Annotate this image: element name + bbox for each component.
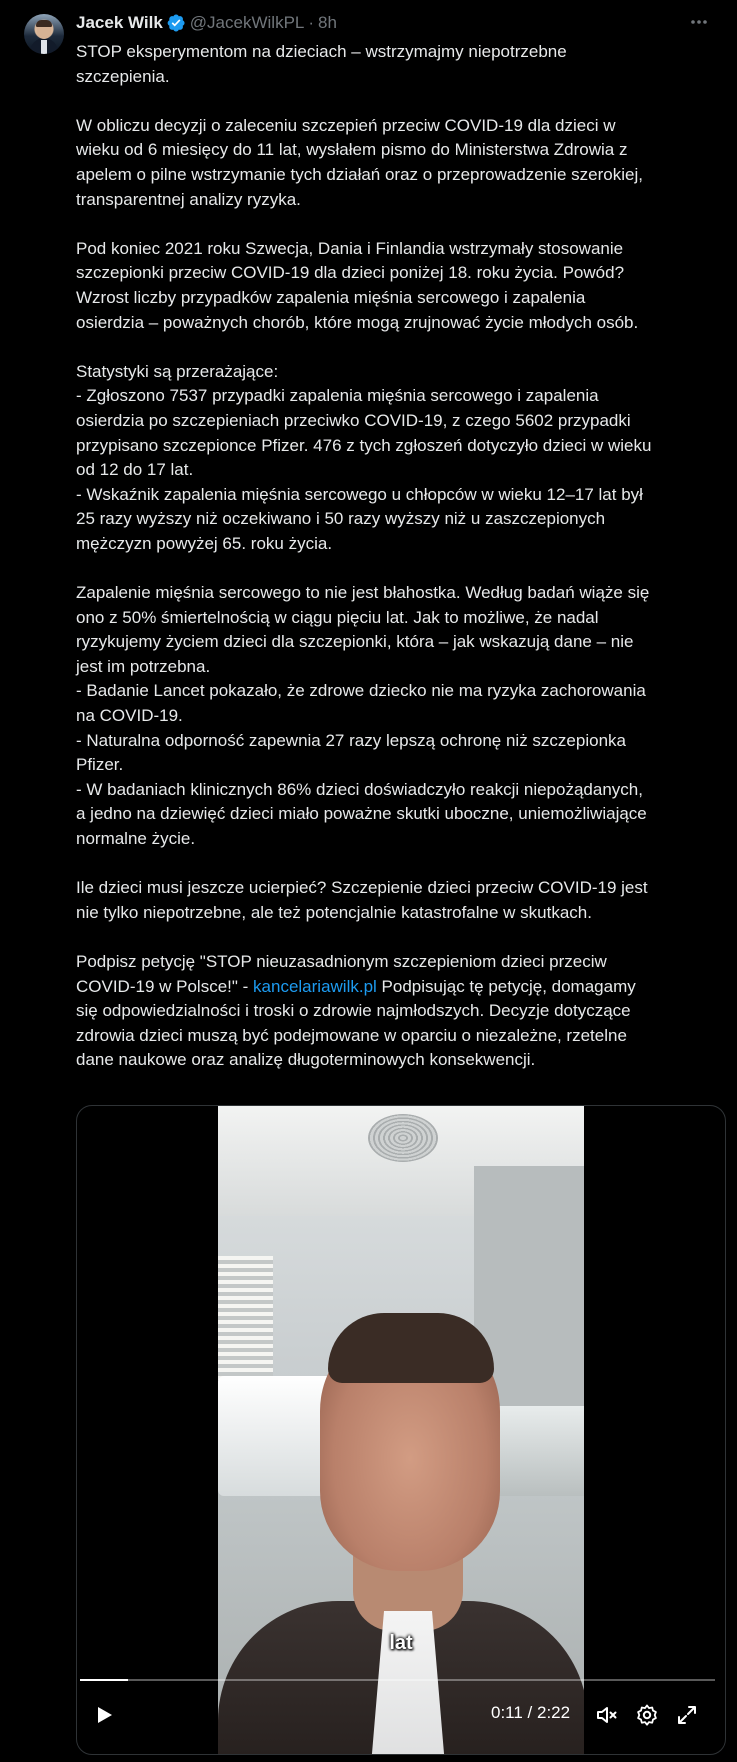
tweet-text-line: - Naturalna odporność zapewnia 27 razy lepszą ochronę niż szczepionka — [76, 730, 626, 750]
play-icon[interactable] — [93, 1704, 115, 1726]
petition-line-link: COVID-19 w Polsce!" - kancelariawilk.pl Podpisując tę petycję, domagamy — [76, 976, 636, 996]
mute-icon[interactable] — [595, 1703, 619, 1727]
video-subtitle: lat — [389, 1632, 413, 1654]
video-progress-bar[interactable] — [80, 1679, 715, 1681]
tweet-text-line: a jedno na dziewięć dzieci miało poważne skutki uboczne, uniemożliwiające — [76, 804, 647, 824]
tweet-text-line: ryzykujemy życiem dzieci dla szczepionki, która – jak wskazują dane – nie — [76, 632, 634, 652]
video-progress-fill — [80, 1679, 128, 1681]
tweet-text-line: - Wskaźnik zapalenia mięśnia sercowego u chłopców w wieku 12–17 lat był — [76, 484, 643, 504]
tweet-text-line: Pod koniec 2021 roku Szwecja, Dania i Finlandia wstrzymały stosowanie — [76, 238, 624, 258]
video-frame[interactable] — [218, 1106, 584, 1754]
tweet-text-line: od 12 do 17 lat. — [76, 460, 194, 480]
tweet-text-line: szczepionki przeciw COVID-19 dla dzieci poniżej 18. roku życia. Powód? — [76, 263, 625, 283]
tweet-text-line: Wzrost liczby przypadków zapalenia mięśnia sercowego i zapalenia — [76, 287, 586, 307]
tweet-text-line: Statystyki są przerażające: — [76, 361, 279, 381]
author-avatar[interactable] — [24, 14, 64, 54]
tweet-header — [76, 12, 337, 34]
petition-line: Podpisz petycję "STOP nieuzasadnionym szczepieniom dzieci przeciw — [76, 951, 607, 971]
tweet-text-line: - Zgłoszono 7537 przypadki zapalenia mięśnia sercowego i zapalenia — [76, 386, 599, 406]
current-time: 0:11 — [491, 1703, 523, 1722]
tweet-text-line: szczepienia. — [76, 66, 170, 86]
duration: 2:22 — [537, 1703, 571, 1722]
petition-line: dane naukowe oraz analizę długoterminowych konsekwencji. — [76, 1050, 536, 1070]
tweet-text-line: apelem o pilne wstrzymanie tych działań oraz o przeprowadzenie szerokiej, — [76, 164, 643, 184]
tweet-timestamp[interactable]: 8h — [318, 13, 337, 32]
video-timecode: 0:11 / 2:22 — [491, 1703, 571, 1722]
header-separator: · — [308, 13, 315, 32]
author-name[interactable]: Jacek Wilk — [76, 13, 163, 32]
tweet-text-line: - Badanie Lancet pokazało, że zdrowe dziecko nie ma ryzyka zachorowania — [76, 681, 646, 701]
speaker-figure — [238, 1301, 571, 1754]
tweet-text-line: 25 razy wyższy niż oczekiwano i 50 razy wyższy niż u zaszczepionych — [76, 509, 606, 529]
tweet-text-line: wieku od 6 miesięcy do 11 lat, wysłałem pismo do Ministerstwa Zdrowia z — [76, 140, 628, 160]
verified-badge-icon — [166, 13, 186, 33]
tweet-text-line: normalne życie. — [76, 829, 196, 848]
tweet-text-line: Zapalenie mięśnia sercowego to nie jest błahostka. Według badań wiąże się — [76, 583, 650, 603]
tweet-text-line: STOP eksperymentom na dzieciach – wstrzymajmy niepotrzebne — [76, 42, 567, 61]
tweet-text-line: osierdzia po szczepieniach przeciwko COVID-19, z czego 5602 przypadki — [76, 410, 631, 430]
ceiling-vent — [368, 1114, 438, 1162]
tweet-text-line: Pfizer. — [76, 755, 124, 775]
tweet-text — [76, 40, 726, 1073]
video-controls — [77, 1696, 725, 1736]
tweet-text-line: mężczyzn powyżej 65. roku życia. — [76, 533, 333, 553]
petition-line: zdrowia dzieci muszą być podejmowane w oparciu o niezależne, rzetelne — [76, 1025, 627, 1045]
tweet-text-line: ono z 50% śmiertelnością w ciągu pięciu lat. Jak to możliwe, że nadal — [76, 607, 599, 627]
tweet-text-line: - W badaniach klinicznych 86% dzieci doświadczyło reakcji niepożądanych, — [76, 779, 643, 799]
more-options-icon[interactable] — [687, 10, 711, 34]
fullscreen-icon[interactable] — [675, 1703, 699, 1727]
tweet-text-line: nie tylko niepotrzebne, ale też potencjalnie katastrofalne w skutkach. — [76, 902, 592, 922]
tweet-text-line: osierdzia – poważnych chorób, które mogą zrujnować życie młodych osób. — [76, 312, 639, 332]
tweet-text-line: jest im potrzebna. — [76, 656, 211, 676]
tweet-text-line: Ile dzieci musi jeszcze ucierpieć? Szczepienie dzieci przeciw COVID-19 jest — [76, 878, 648, 898]
video-player[interactable] — [76, 1105, 726, 1755]
tweet-text-line: na COVID-19. — [76, 706, 183, 726]
petition-line: się odpowiedzialności i troski o zdrowie najmłodszych. Decyzje dotyczące — [76, 1001, 631, 1021]
petition-link[interactable]: kancelariawilk.pl — [253, 976, 377, 996]
author-handle[interactable]: @JacekWilkPL — [189, 13, 305, 32]
tweet-text-line: przypisano szczepionce Pfizer. 476 z tych zgłoszeń dotyczyło dzieci w wieku — [76, 435, 652, 455]
tweet-text-line: transparentnej analizy ryzyka. — [76, 189, 301, 209]
tweet-text-line: W obliczu decyzji o zaleceniu szczepień przeciw COVID-19 dla dzieci w — [76, 115, 616, 135]
settings-icon[interactable] — [635, 1703, 659, 1727]
